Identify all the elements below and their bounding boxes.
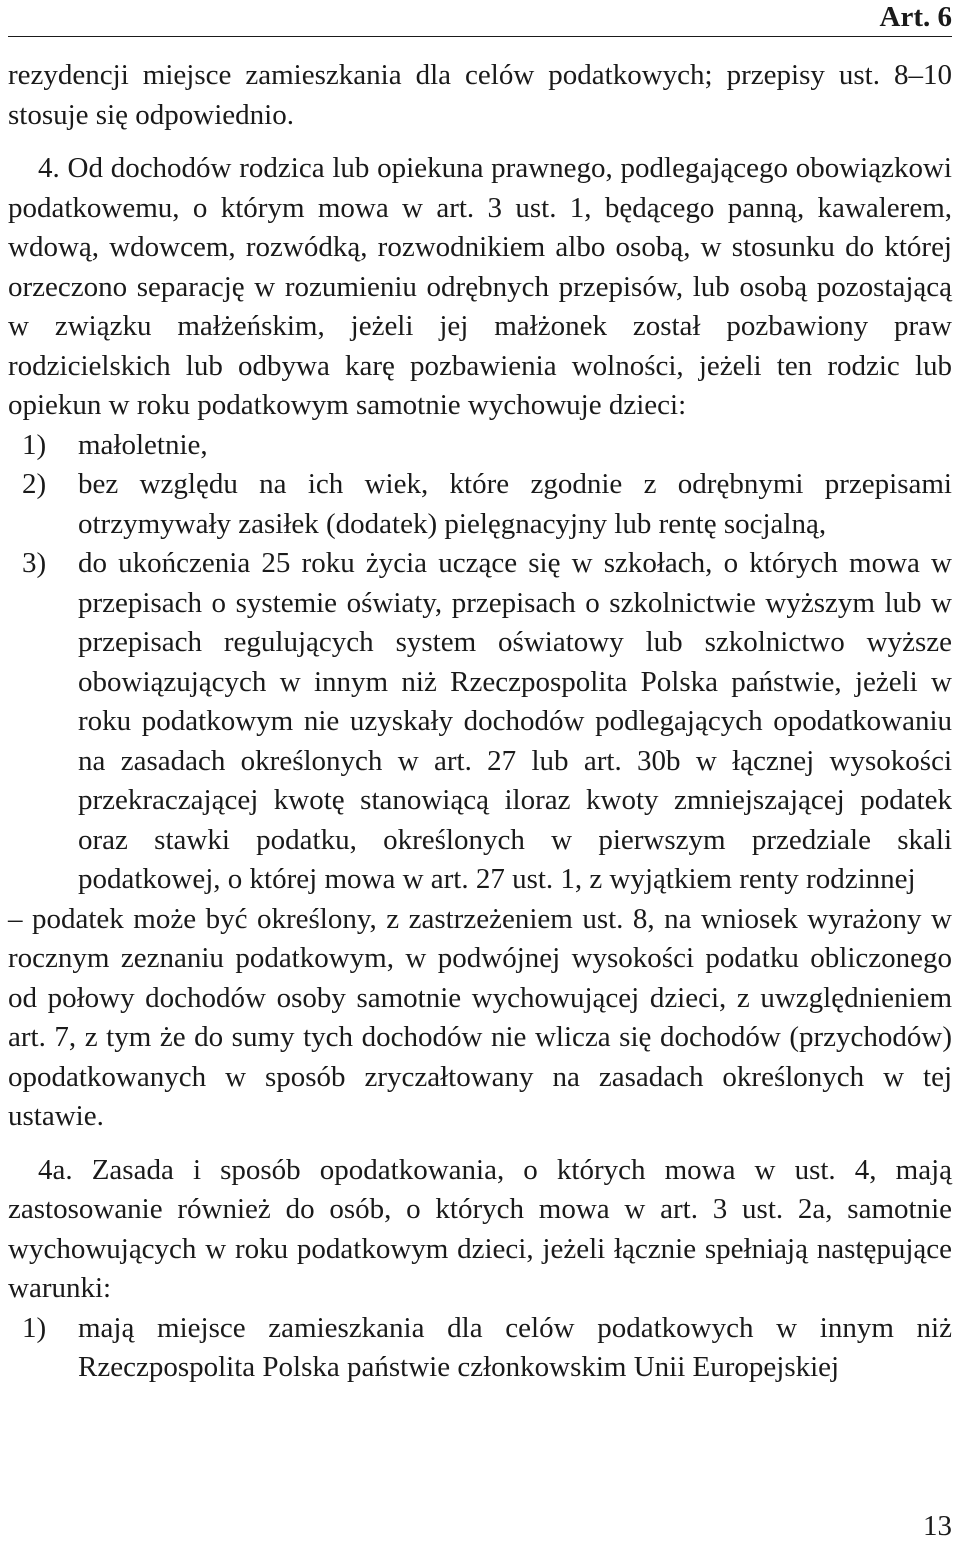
header-rule (8, 36, 952, 37)
list-item-text: mają miejsce zamieszkania dla celów podatkowych w innym niż Rzeczpospolita Polska państwie członkowskim Unii Europejskiej (78, 1311, 952, 1383)
paragraph-4-conclusion: – podatek może być określony, z zastrzeżeniem ust. 8, na wniosek wyrażony w rocznym zeznaniu podatkowym, w podwójnej wysokości podatku obliczonego od połowy dochodów osoby samotnie wychowującej dzieci, z uwzględnieniem art. 7, z tym że do sumy tych dochodów nie wlicza się dochodów (przychodów) opodatkowanych w sposób zryczałtowany na zasadach określonych w tej ustawie. (8, 902, 952, 1132)
page-number: 13 (923, 1510, 952, 1542)
paragraph-gap (8, 135, 952, 149)
list-item-text: do ukończenia 25 roku życia uczące się w szkołach, o których mowa w przepisach o systemie oświaty, przepisach o szkolnictwie wyższym lub w przepisach regulujących system oświatowy lub szkolnictwo wyższe obowiązujących w innym niż Rzeczpospolita Polska państwie, jeżeli w roku podatkowym nie uzyskały dochodów podlegających opodatkowaniu na zasadach określonych w art. 27 lub art. 30b w łącznej wysokości przekraczającej kwotę stanowiącą iloraz kwoty zmniejszającej podatek oraz stawki podatku, określonych w pierwszym przedziale skali podatkowej, o której mowa w art. 27 ust. 1, z wyjątkiem renty rodzinnej (78, 547, 952, 895)
list-item-number: 3) (22, 547, 47, 579)
article-header-label: Art. 6 (879, 1, 952, 33)
paragraph-4a: 4a. Zasada i sposób opodatkowania, o których mowa w ust. 4, mają zastosowanie również do osób, o których mowa w art. 3 ust. 2a, samotnie wychowujących w roku podatkowym dzieci, jeżeli łącznie spełniają następujące warunki: (8, 1153, 952, 1304)
paragraph-4: 4. Od dochodów rodzica lub opiekuna prawnego, podlegającego obowiązkowi podatkowemu, o którym mowa w art. 3 ust. 1, będącego panną, kawalerem, wdową, wdowcem, rozwódką, rozwodnikiem albo osobą, w stosunku do której orzeczono separację w rozumieniu odrębnych przepisów, lub osobą pozostającą w związku małżeńskim, jeżeli jej małżonek został pozbawiony praw rodzicielskich lub odbywa karę pozbawienia wolności, jeżeli ten rodzic lub opiekun w roku podatkowym samotnie wychowuje dzieci: (8, 152, 952, 421)
running-header (0, 0, 960, 40)
list-item (8, 465, 952, 544)
document-body (8, 56, 952, 1388)
list-item-text: bez względu na ich wiek, które zgodnie z odrębnymi przepisami otrzymywały zasiłek (dodatek) pielęgnacyjny lub rentę socjalną, (78, 468, 952, 540)
list-item-text: małoletnie, (78, 428, 208, 461)
list-item (8, 544, 952, 900)
list-item-number: 1) (22, 1311, 47, 1344)
paragraph-continuation: rezydencji miejsce zamieszkania dla celów podatkowych; przepisy ust. 8–10 stosuje się odpowiednio. (8, 59, 952, 131)
list-item-number: 2) (22, 468, 47, 500)
list-item-number: 1) (22, 428, 47, 461)
paragraph-gap (8, 1137, 952, 1151)
list-item (8, 1309, 952, 1388)
list-item (8, 426, 952, 466)
